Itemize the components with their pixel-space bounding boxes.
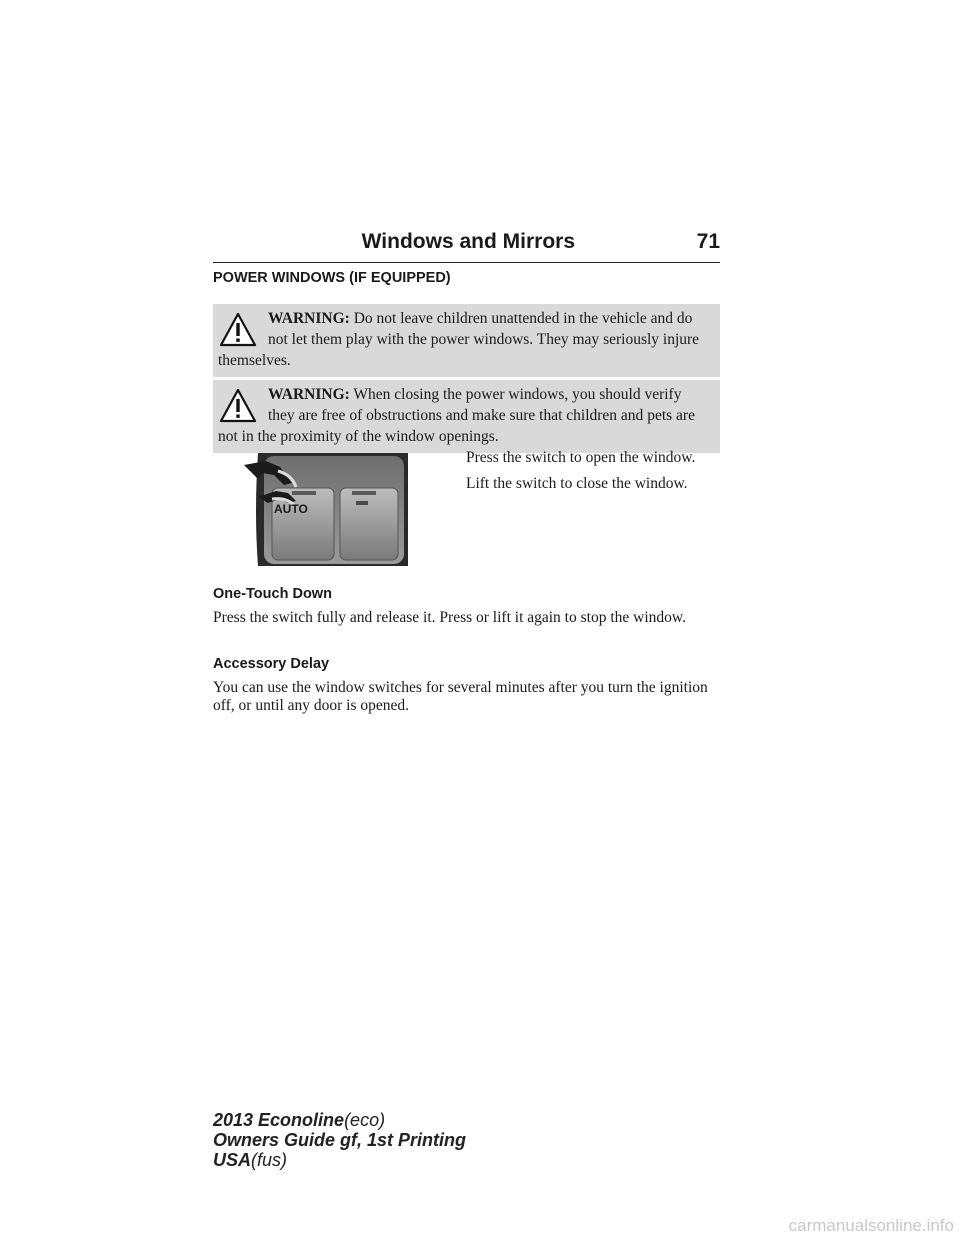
page-number: 71 <box>696 230 720 253</box>
footer-market: USA <box>213 1150 252 1170</box>
section-title: POWER WINDOWS (IF EQUIPPED) <box>213 270 451 286</box>
warning-text-cont: pets are not in the proximity of the window openings. <box>218 407 695 445</box>
close-instruction: Lift the switch to close the window. <box>466 475 688 492</box>
warning-text: Do not leave children unattended in the vehicle and do not let them play with the power windows. They may <box>268 310 693 348</box>
warning-box-obstructions <box>213 380 720 453</box>
page-title: Windows and Mirrors <box>361 230 575 253</box>
footer-model-code: (eco) <box>344 1110 386 1130</box>
one-touch-heading: One-Touch Down <box>213 586 332 602</box>
warning-box-children <box>213 304 720 377</box>
window-switch-illustration <box>236 453 408 566</box>
one-touch-text: Press the switch fully and release it. Press or lift it again to stop the window. <box>213 609 686 626</box>
open-instruction: Press the switch to open the window. <box>466 449 696 466</box>
warning-label: WARNING: <box>268 310 350 327</box>
footer-model: 2013 Econoline <box>213 1110 345 1130</box>
warning-triangle-icon <box>218 310 258 350</box>
accessory-delay-heading: Accessory Delay <box>213 656 330 672</box>
auto-label: AUTO <box>274 502 308 516</box>
footer-printing: Owners Guide gf, 1st Printing <box>213 1130 467 1150</box>
warning-text-cont: seriously injure themselves. <box>218 331 700 369</box>
site-watermark: carmanualsonline.info <box>788 1216 954 1235</box>
accessory-delay-text: You can use the window switches for several minutes after you turn the ignition off, or until any door is opened. <box>213 679 708 714</box>
page-header <box>213 226 720 263</box>
warning-triangle-icon <box>218 386 258 426</box>
warning-text: When closing the power windows, you should verify they are free of obstructions and make sure that children and <box>268 386 682 424</box>
footer-market-code: (fus) <box>251 1150 288 1170</box>
print-footer <box>213 1110 466 1170</box>
warning-label: WARNING: <box>268 386 350 403</box>
figure-caption <box>466 449 726 501</box>
